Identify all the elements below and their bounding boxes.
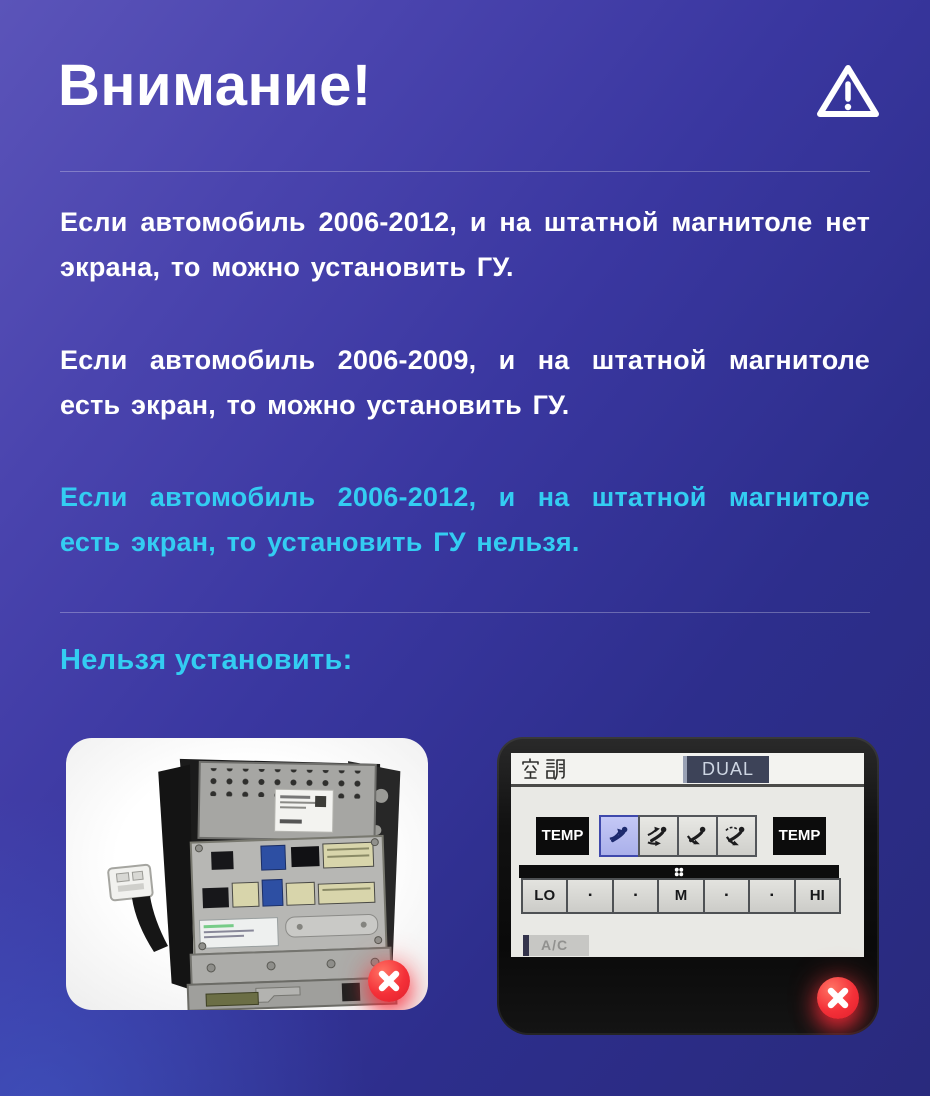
fan-step-button: ▪: [703, 878, 750, 914]
note-paragraph-3: Если автомобиль 2006-2012, и на штатной магнитоле есть экран, то установить ГУ нельзя.: [60, 482, 870, 557]
vent-feet-icon: [677, 815, 718, 857]
x-circle-icon: [817, 977, 859, 1019]
page-title: Внимание!: [58, 53, 372, 118]
vent-feet-defrost-icon: [716, 815, 757, 857]
aircon-kanji-label: [521, 758, 565, 781]
fan-icon: [673, 866, 685, 878]
fan-medium-button: M: [657, 878, 704, 914]
forbidden-item-head-unit: [66, 738, 428, 1010]
divider: [60, 171, 870, 172]
temp-right-button: TEMP: [773, 817, 826, 855]
fan-step-button: ▪: [612, 878, 659, 914]
vent-mode-buttons: [599, 815, 755, 857]
fan-step-button: ▪: [566, 878, 613, 914]
divider: [60, 612, 870, 613]
x-circle-icon: [368, 960, 410, 1002]
section-heading: Нельзя установить:: [60, 644, 353, 676]
note-paragraph-1: Если автомобиль 2006-2012, и на штатной магнитоле нет экрана, то можно установить ГУ.: [60, 207, 870, 282]
vent-face-feet-icon: [638, 815, 679, 857]
temp-left-button: TEMP: [536, 817, 589, 855]
fan-hi-button: HI: [794, 878, 841, 914]
vent-face-icon: [599, 815, 640, 857]
forbidden-item-climate-display: [497, 737, 879, 1035]
ac-button: A/C: [523, 935, 589, 956]
warning-triangle-icon: [814, 62, 882, 122]
note-paragraph-2: Если автомобиль 2006-2009, и на штатной магнитоле есть экран, то можно установить ГУ.: [60, 345, 870, 420]
fan-lo-button: LO: [521, 878, 568, 914]
fan-step-button: ▪: [748, 878, 795, 914]
fan-speed-buttons: [521, 878, 839, 914]
climate-screen: [511, 753, 864, 957]
fan-speed-bar: [519, 865, 839, 878]
climate-header-strip: [511, 753, 864, 787]
dual-button: DUAL: [683, 756, 769, 783]
